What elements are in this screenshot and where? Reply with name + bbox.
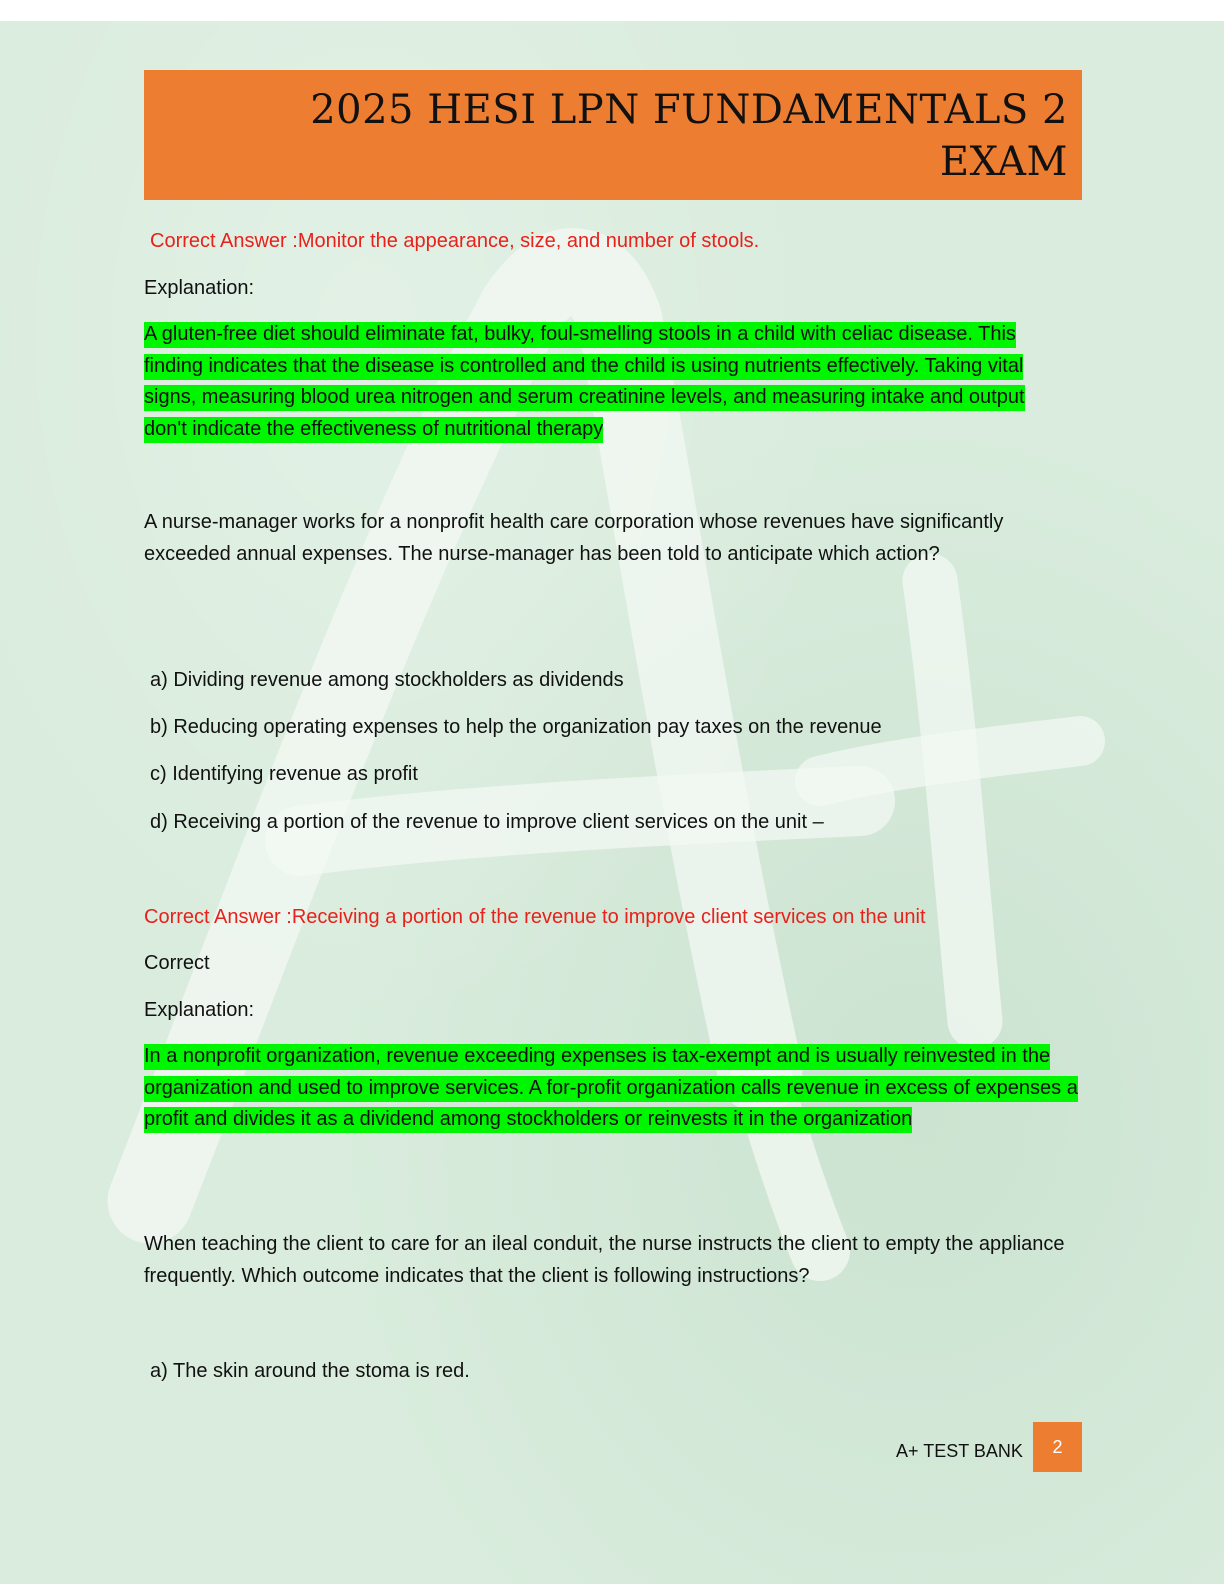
a-plus-watermark-icon bbox=[0, 21, 1224, 1584]
question-2-option-c: c) Identifying revenue as profit bbox=[150, 763, 418, 785]
question-2-option-a: a) Dividing revenue among stockholders as dividends bbox=[150, 669, 624, 691]
question-2-option-b: b) Reducing operating expenses to help the organization pay taxes on the revenue bbox=[150, 716, 882, 738]
explanation-label-1: Explanation: bbox=[144, 277, 255, 299]
correct-label-2: Correct bbox=[144, 952, 210, 974]
correct-answer-1: Correct Answer :Monitor the appearance, size, and number of stools. bbox=[150, 230, 760, 252]
explanation-label-2: Explanation: bbox=[144, 999, 255, 1021]
title-line-2: EXAM bbox=[939, 139, 1068, 185]
explanation-1 bbox=[144, 319, 1064, 445]
title-banner bbox=[144, 70, 1082, 200]
title-line-1: 2025 HESI LPN FUNDAMENTALS 2 bbox=[310, 87, 1068, 133]
document-title bbox=[188, 84, 1068, 188]
question-3-text: When teaching the client to care for an ileal conduit, the nurse instructs the client to empty the appliance frequently. Which outcome indicates that the client is following instructions? bbox=[144, 1233, 1065, 1287]
page-number: 2 bbox=[1033, 1422, 1082, 1472]
question-3-option-a: a) The skin around the stoma is red. bbox=[150, 1360, 470, 1382]
explanation-2 bbox=[144, 1041, 1082, 1136]
footer-label: A+ TEST BANK bbox=[896, 1441, 1023, 1461]
correct-answer-2: Correct Answer :Receiving a portion of the revenue to improve client services on the unit bbox=[144, 906, 926, 928]
document-page bbox=[0, 21, 1224, 1584]
question-2-option-d: d) Receiving a portion of the revenue to improve client services on the unit – bbox=[150, 811, 824, 833]
question-2-text: A nurse-manager works for a nonprofit health care corporation whose revenues have significantly exceeded annual expenses. The nurse-manager has been told to anticipate which action? bbox=[144, 511, 1004, 565]
explanation-1-text: A gluten-free diet should eliminate fat, bulky, foul-smelling stools in a child with celiac disease. This finding indicates that the disease is controlled and the child is using nutrients effectively. Taking vital signs, measuring blood urea nitrogen and serum creatinine levels, and measuring intake and output don't indicate the effectiveness of nutritional therapy bbox=[144, 322, 1025, 443]
explanation-2-text: In a nonprofit organization, revenue exceeding expenses is tax-exempt and is usually reinvested in the organization and used to improve services. A for-profit organization calls revenue in excess of expenses a profit and divides it as a dividend among stockholders or reinvests it in the organization bbox=[144, 1044, 1078, 1133]
